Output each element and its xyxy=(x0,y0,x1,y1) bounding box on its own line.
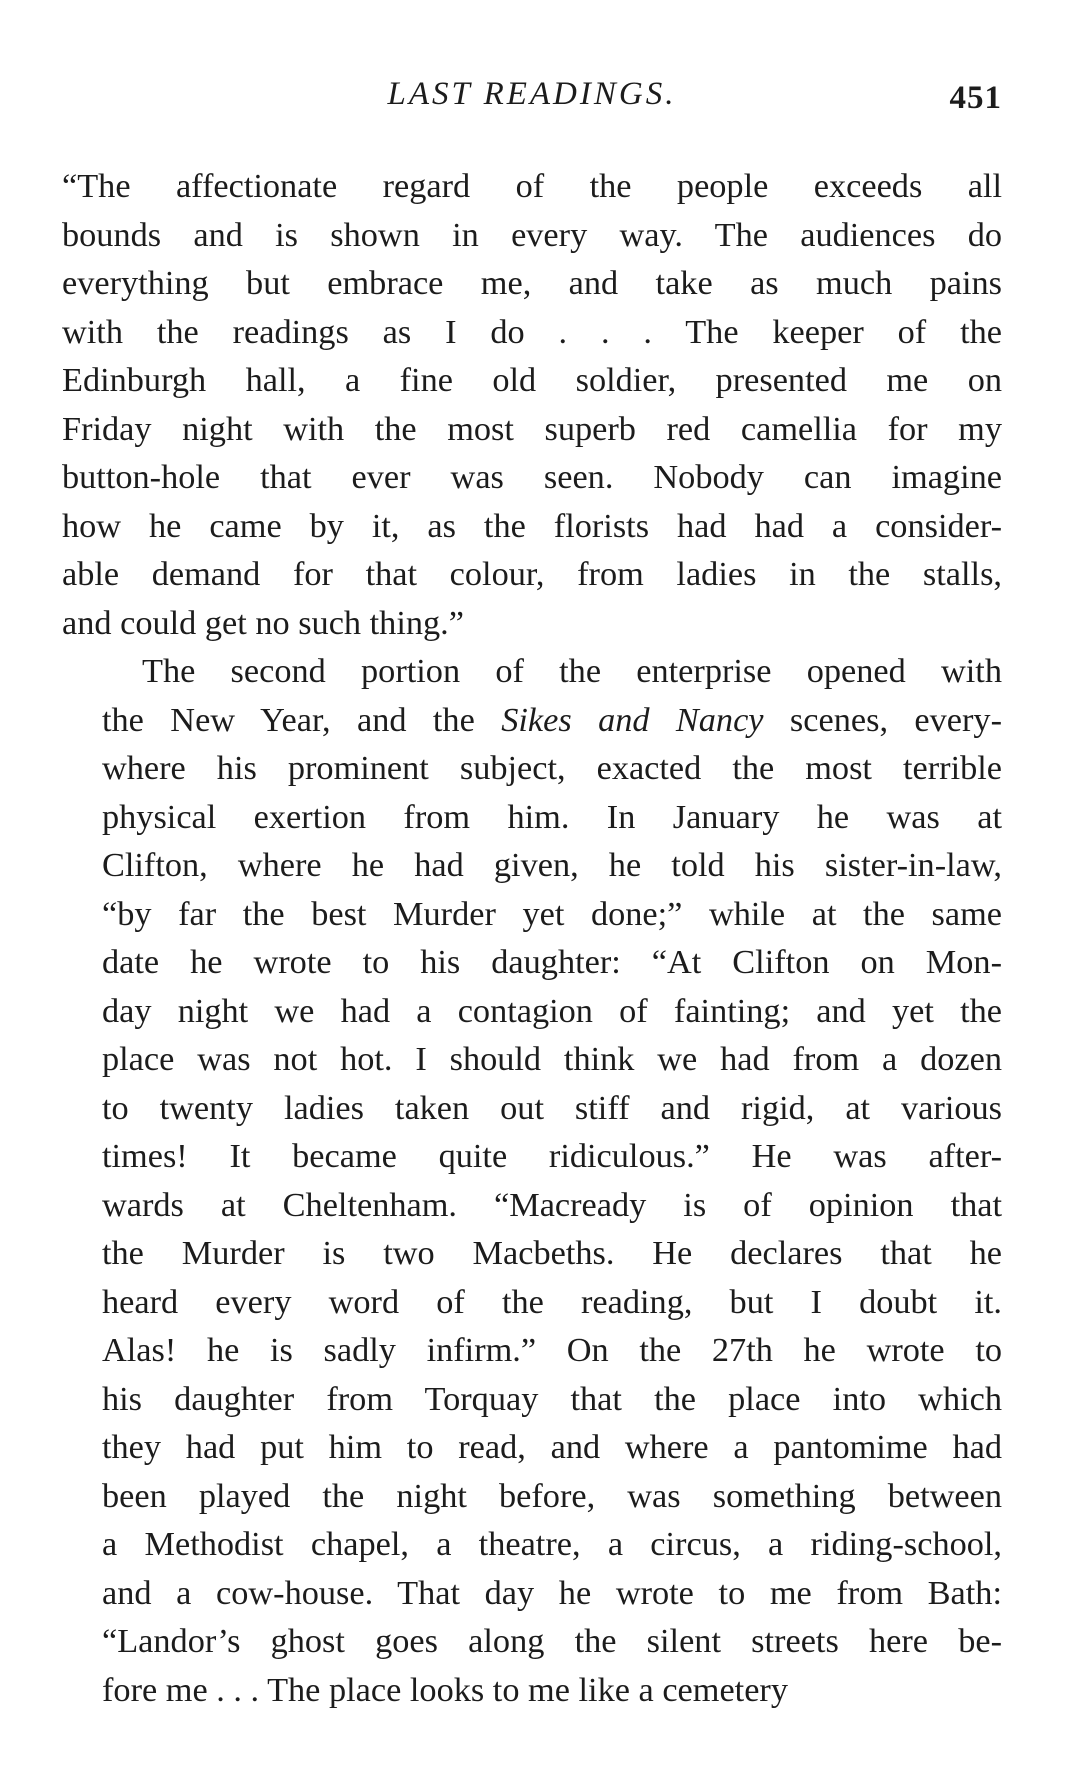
text-line xyxy=(62,502,1002,551)
text-line xyxy=(62,356,1002,405)
text-line xyxy=(62,308,1002,357)
text-line xyxy=(62,1132,1002,1181)
text-run: a Methodist chapel, a theatre, a circus, a riding-school, xyxy=(102,1525,1002,1563)
text-run: the New Year, and the xyxy=(102,700,502,739)
text-run: physical exertion from him. In January he was at xyxy=(102,797,1002,836)
text-run: Alas! he is sadly infirm.” On the 27th he wrote to xyxy=(102,1331,1002,1369)
text-line xyxy=(62,1035,1002,1084)
text-line xyxy=(62,1278,1002,1327)
text-run: date he wrote to his daughter: “At Clifton on Mon- xyxy=(102,943,1002,981)
text-run: and could get no such thing.” xyxy=(62,603,464,642)
text-run: wards at Cheltenham. “Macready is of opinion that xyxy=(102,1185,1002,1224)
text-run: fore me . . . The place looks to me like a cemetery xyxy=(102,1670,788,1709)
book-page xyxy=(62,64,1002,1724)
paragraph xyxy=(62,647,1002,1714)
paragraph xyxy=(62,162,1002,647)
page-number: 451 xyxy=(949,80,1002,116)
text-line xyxy=(62,1472,1002,1521)
text-run: scenes, every- xyxy=(763,700,1002,739)
text-line xyxy=(62,259,1002,308)
text-run: the Murder is two Macbeths. He declares that he xyxy=(102,1234,1002,1272)
text-line xyxy=(62,793,1002,842)
text-run: “by far the best Murder yet done;” while at the same xyxy=(102,894,1002,933)
text-run: Edinburgh hall, a fine old soldier, presented me on xyxy=(62,361,1002,399)
text-run: place was not hot. I should think we had from a dozen xyxy=(102,1040,1002,1078)
text-run: “The affectionate regard of the people exceeds all xyxy=(62,167,1002,205)
running-title: LAST READINGS. xyxy=(387,76,677,112)
text-line xyxy=(62,744,1002,793)
text-line xyxy=(62,1666,1002,1715)
text-line xyxy=(62,599,1002,648)
text-run: bounds and is shown in every way. The audiences do xyxy=(62,215,1002,254)
text-line xyxy=(62,1520,1002,1569)
text-run: Clifton, where he had given, he told his sister-in-law, xyxy=(102,846,1002,884)
text-run: they had put him to read, and where a pantomime had xyxy=(102,1428,1002,1466)
text-run: The second portion of the enterprise opened with xyxy=(142,652,1002,690)
text-run: times! It became quite ridiculous.” He was after- xyxy=(102,1137,1002,1175)
text-run: button-hole that ever was seen. Nobody can imagine xyxy=(62,458,1002,496)
text-line xyxy=(62,1084,1002,1133)
text-body xyxy=(62,162,1002,1714)
text-line xyxy=(62,647,1002,696)
text-line xyxy=(62,841,1002,890)
text-line xyxy=(62,696,1002,745)
text-run: heard every word of the reading, but I doubt it. xyxy=(102,1282,1002,1321)
text-line xyxy=(62,1326,1002,1375)
text-run: been played the night before, was something between xyxy=(102,1476,1002,1515)
text-line xyxy=(62,453,1002,502)
running-head xyxy=(62,64,1002,124)
text-run: “Landor’s ghost goes along the silent streets here be- xyxy=(102,1622,1002,1660)
text-line xyxy=(62,1181,1002,1230)
text-line xyxy=(62,1617,1002,1666)
text-line xyxy=(62,938,1002,987)
text-run: with the readings as I do . . . The keeper of the xyxy=(62,312,1002,351)
text-run: day night we had a contagion of fainting; and yet the xyxy=(102,991,1002,1030)
text-line xyxy=(62,1569,1002,1618)
text-line xyxy=(62,550,1002,599)
text-run: everything but embrace me, and take as much pains xyxy=(62,264,1002,302)
text-line xyxy=(62,1423,1002,1472)
text-run: his daughter from Torquay that the place into which xyxy=(102,1379,1002,1418)
text-line xyxy=(62,1375,1002,1424)
text-run: to twenty ladies taken out stiff and rigid, at various xyxy=(102,1088,1002,1127)
text-line xyxy=(62,211,1002,260)
text-line xyxy=(62,890,1002,939)
text-line xyxy=(62,1229,1002,1278)
text-line xyxy=(62,162,1002,211)
italic-title: Sikes and Nancy xyxy=(501,700,764,739)
text-line xyxy=(62,987,1002,1036)
text-line xyxy=(62,405,1002,454)
text-run: able demand for that colour, from ladies in the stalls, xyxy=(62,555,1002,593)
text-run: Friday night with the most superb red camellia for my xyxy=(62,409,1002,448)
text-run: how he came by it, as the florists had had a consider- xyxy=(62,506,1002,545)
text-run: and a cow-house. That day he wrote to me from Bath: xyxy=(102,1573,1002,1612)
text-run: where his prominent subject, exacted the most terrible xyxy=(102,749,1002,787)
